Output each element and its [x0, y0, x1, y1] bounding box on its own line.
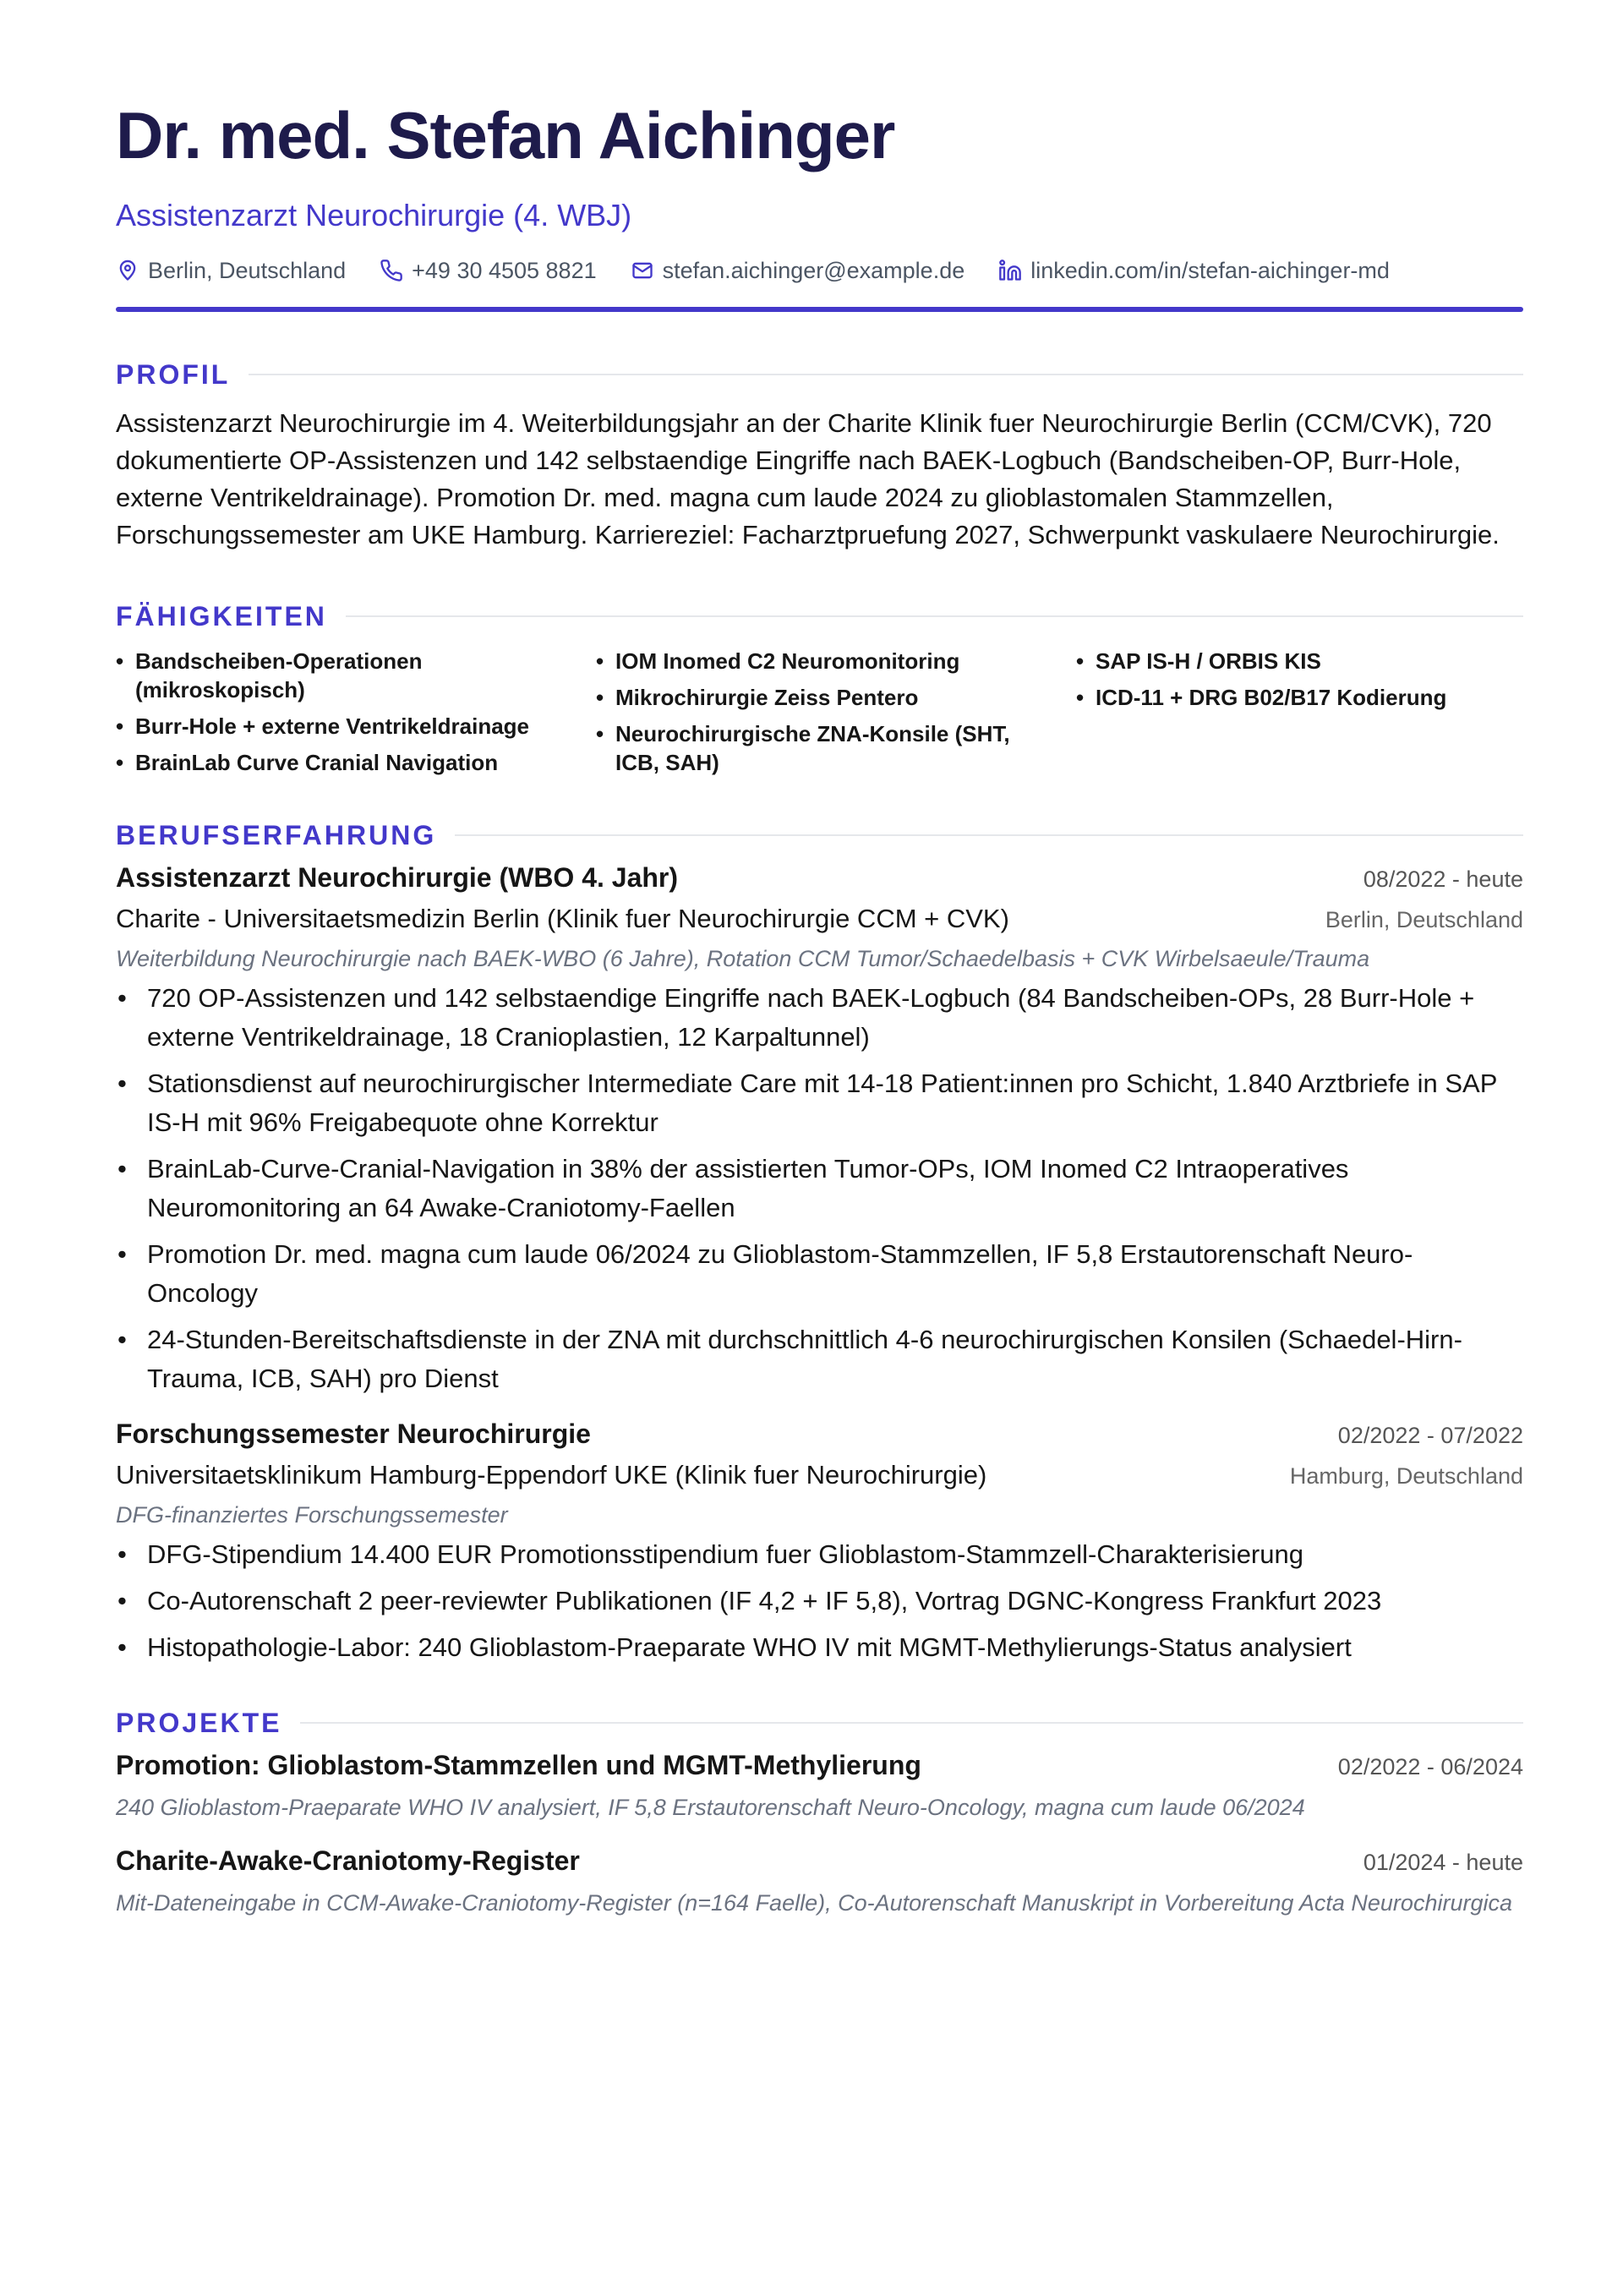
skill-item: • SAP IS-H / ORBIS KIS [1076, 647, 1516, 675]
project-header [116, 1750, 1523, 1781]
job-location: Berlin, Deutschland [1325, 907, 1523, 932]
project-entry [116, 1845, 1523, 1921]
phone-text: +49 30 4505 8821 [412, 257, 597, 283]
list-item: • DFG-Stipendium 14.400 EUR Promotionsstipendium fuer Glioblastom-Stammzell-Charakterisierung [116, 1535, 1523, 1574]
section-projects-heading [116, 1706, 1523, 1740]
skills-column [596, 647, 1076, 784]
project-title: Promotion: Glioblastom-Stammzellen und MGMT-Methylierung [116, 1750, 921, 1780]
job-description: DFG-finanziertes Forschungssemester [116, 1502, 508, 1528]
project-entry [116, 1750, 1523, 1825]
skill-item: • BrainLab Curve Cranial Navigation [116, 748, 596, 777]
project-header [116, 1845, 1523, 1877]
skill-item: • IOM Inomed C2 Neuromonitoring [596, 647, 1076, 675]
resume-content [116, 100, 1523, 1921]
project-description: Mit-Dateneingabe in CCM-Awake-Craniotomy-Register (n=164 Faelle), Co-Autorenschaft Manuskript in Vorbereitung Acta Neurochirurgica [116, 1890, 1512, 1916]
section-divider [455, 834, 1523, 836]
skills-column [116, 647, 596, 784]
job-company: Universitaetsklinikum Hamburg-Eppendorf UKE (Klinik fuer Neurochirurgie) [116, 1460, 987, 1490]
skill-item: • ICD-11 + DRG B02/B17 Kodierung [1076, 683, 1516, 712]
skill-item: • Bandscheiben-Operationen (mikroskopisch) [116, 647, 596, 704]
job-title: Assistenzarzt Neurochirurgie (WBO 4. Jahr) [116, 862, 679, 893]
section-title: PROFIL [116, 358, 231, 390]
experience-entry [116, 862, 1523, 1398]
section-experience-heading [116, 818, 1523, 852]
candidate-name: Dr. med. Stefan Aichinger [116, 98, 895, 172]
contact-location [116, 258, 346, 284]
list-item: • Stationsdienst auf neurochirurgischer Intermediate Care mit 14-18 Patient:innen pro Schicht, 1.840 Arztbriefe in SAP IS-H mit 96% Freigabequote ohne Korrektur [116, 1064, 1523, 1142]
list-item: • 24-Stunden-Bereitschaftsdienste in der ZNA mit durchschnittlich 4-6 neurochirurgischen Konsilen (Schaedel-Hirn-Trauma, ICB, SAH) pro Dienst [116, 1320, 1523, 1398]
section-title: BERUFSERFAHRUNG [116, 819, 437, 850]
map-pin-icon [116, 259, 139, 282]
section-divider [300, 1722, 1523, 1724]
list-item: • Promotion Dr. med. magna cum laude 06/2024 zu Glioblastom-Stammzellen, IF 5,8 Erstautorenschaft Neuro-Oncology [116, 1235, 1523, 1313]
job-date: 02/2022 - 07/2022 [1337, 1423, 1523, 1448]
skill-item: • Neurochirurgische ZNA-Konsile (SHT, ICB, SAH) [596, 719, 1076, 777]
skills-grid [116, 647, 1523, 784]
contact-phone[interactable] [380, 258, 596, 284]
job-title: Forschungssemester Neurochirurgie [116, 1419, 591, 1449]
skill-item: • Mikrochirurgie Zeiss Pentero [596, 683, 1076, 712]
job-subheader [116, 904, 1523, 934]
list-item: • Co-Autorenschaft 2 peer-reviewter Publikationen (IF 4,2 + IF 5,8), Vortrag DGNC-Kongress Frankfurt 2023 [116, 1582, 1523, 1621]
header-divider [116, 307, 1523, 312]
section-title: FÄHIGKEITEN [116, 600, 327, 631]
location-text: Berlin, Deutschland [148, 257, 347, 283]
section-divider [346, 615, 1523, 617]
project-description: 240 Glioblastom-Praeparate WHO IV analysiert, IF 5,8 Erstautorenschaft Neuro-Oncology, magna cum laude 06/2024 [116, 1795, 1305, 1820]
project-date: 02/2022 - 06/2024 [1337, 1754, 1523, 1779]
project-title: Charite-Awake-Craniotomy-Register [116, 1845, 580, 1876]
phone-icon [380, 259, 403, 282]
email-text: stefan.aichinger@example.de [662, 257, 965, 283]
contact-linkedin[interactable] [998, 258, 1390, 284]
section-divider [249, 374, 1523, 375]
section-title: PROJEKTE [116, 1707, 282, 1738]
list-item: • Histopathologie-Labor: 240 Glioblastom-Praeparate WHO IV mit MGMT-Methylierungs-Status analysiert [116, 1628, 1523, 1667]
candidate-role: Assistenzarzt Neurochirurgie (4. WBJ) [116, 198, 632, 232]
linkedin-text: linkedin.com/in/stefan-aichinger-md [1030, 257, 1390, 283]
job-bullets [116, 979, 1523, 1398]
experience-entry [116, 1419, 1523, 1667]
job-location: Hamburg, Deutschland [1289, 1463, 1523, 1489]
job-date: 08/2022 - heute [1363, 866, 1523, 892]
job-description: Weiterbildung Neurochirurgie nach BAEK-WBO (6 Jahre), Rotation CCM Tumor/Schaedelbasis + CVK Wirbelsaeule/Trauma [116, 946, 1370, 971]
job-subheader [116, 1460, 1523, 1490]
list-item: • 720 OP-Assistenzen und 142 selbstaendige Eingriffe nach BAEK-Logbuch (84 Bandscheiben-OPs, 28 Burr-Hole + externe Ventrikeldrainage, 18 Cranioplastien, 12 Karpaltunnel) [116, 979, 1523, 1057]
skill-item: • Burr-Hole + externe Ventrikeldrainage [116, 712, 596, 741]
profile-summary: Assistenzarzt Neurochirurgie im 4. Weiterbildungsjahr an der Charite Klinik fuer Neurochirurgie Berlin (CCM/CVK), 720 dokumentierte OP-Assistenzen und 142 selbstaendige Eingriffe nach BAEK-Logbuch (Bandscheiben-OP, Burr-Hole, externe Ventrikeldrainage). Promotion Dr. med. magna cum laude 2024 zu glioblastomalen Stammzellen, Forschungssemester am UKE Hamburg. Karriereziel: Facharztpruefung 2027, Schwerpunkt vaskulaere Neurochirurgie. [116, 408, 1500, 549]
linkedin-icon [998, 259, 1022, 282]
job-bullets [116, 1535, 1523, 1667]
job-header [116, 862, 1523, 894]
contact-email[interactable] [631, 258, 965, 284]
list-item: • BrainLab-Curve-Cranial-Navigation in 38% der assistierten Tumor-OPs, IOM Inomed C2 Intraoperatives Neuromonitoring an 64 Awake-Craniotomy-Faellen [116, 1150, 1523, 1227]
skills-column [1076, 647, 1516, 784]
job-company: Charite - Universitaetsmedizin Berlin (Klinik fuer Neurochirurgie CCM + CVK) [116, 904, 1009, 933]
contact-bar [116, 254, 1523, 287]
mail-icon [631, 259, 654, 282]
job-header [116, 1419, 1523, 1450]
section-profile-heading [116, 358, 1523, 391]
section-skills-heading [116, 599, 1523, 633]
project-date: 01/2024 - heute [1363, 1850, 1523, 1875]
